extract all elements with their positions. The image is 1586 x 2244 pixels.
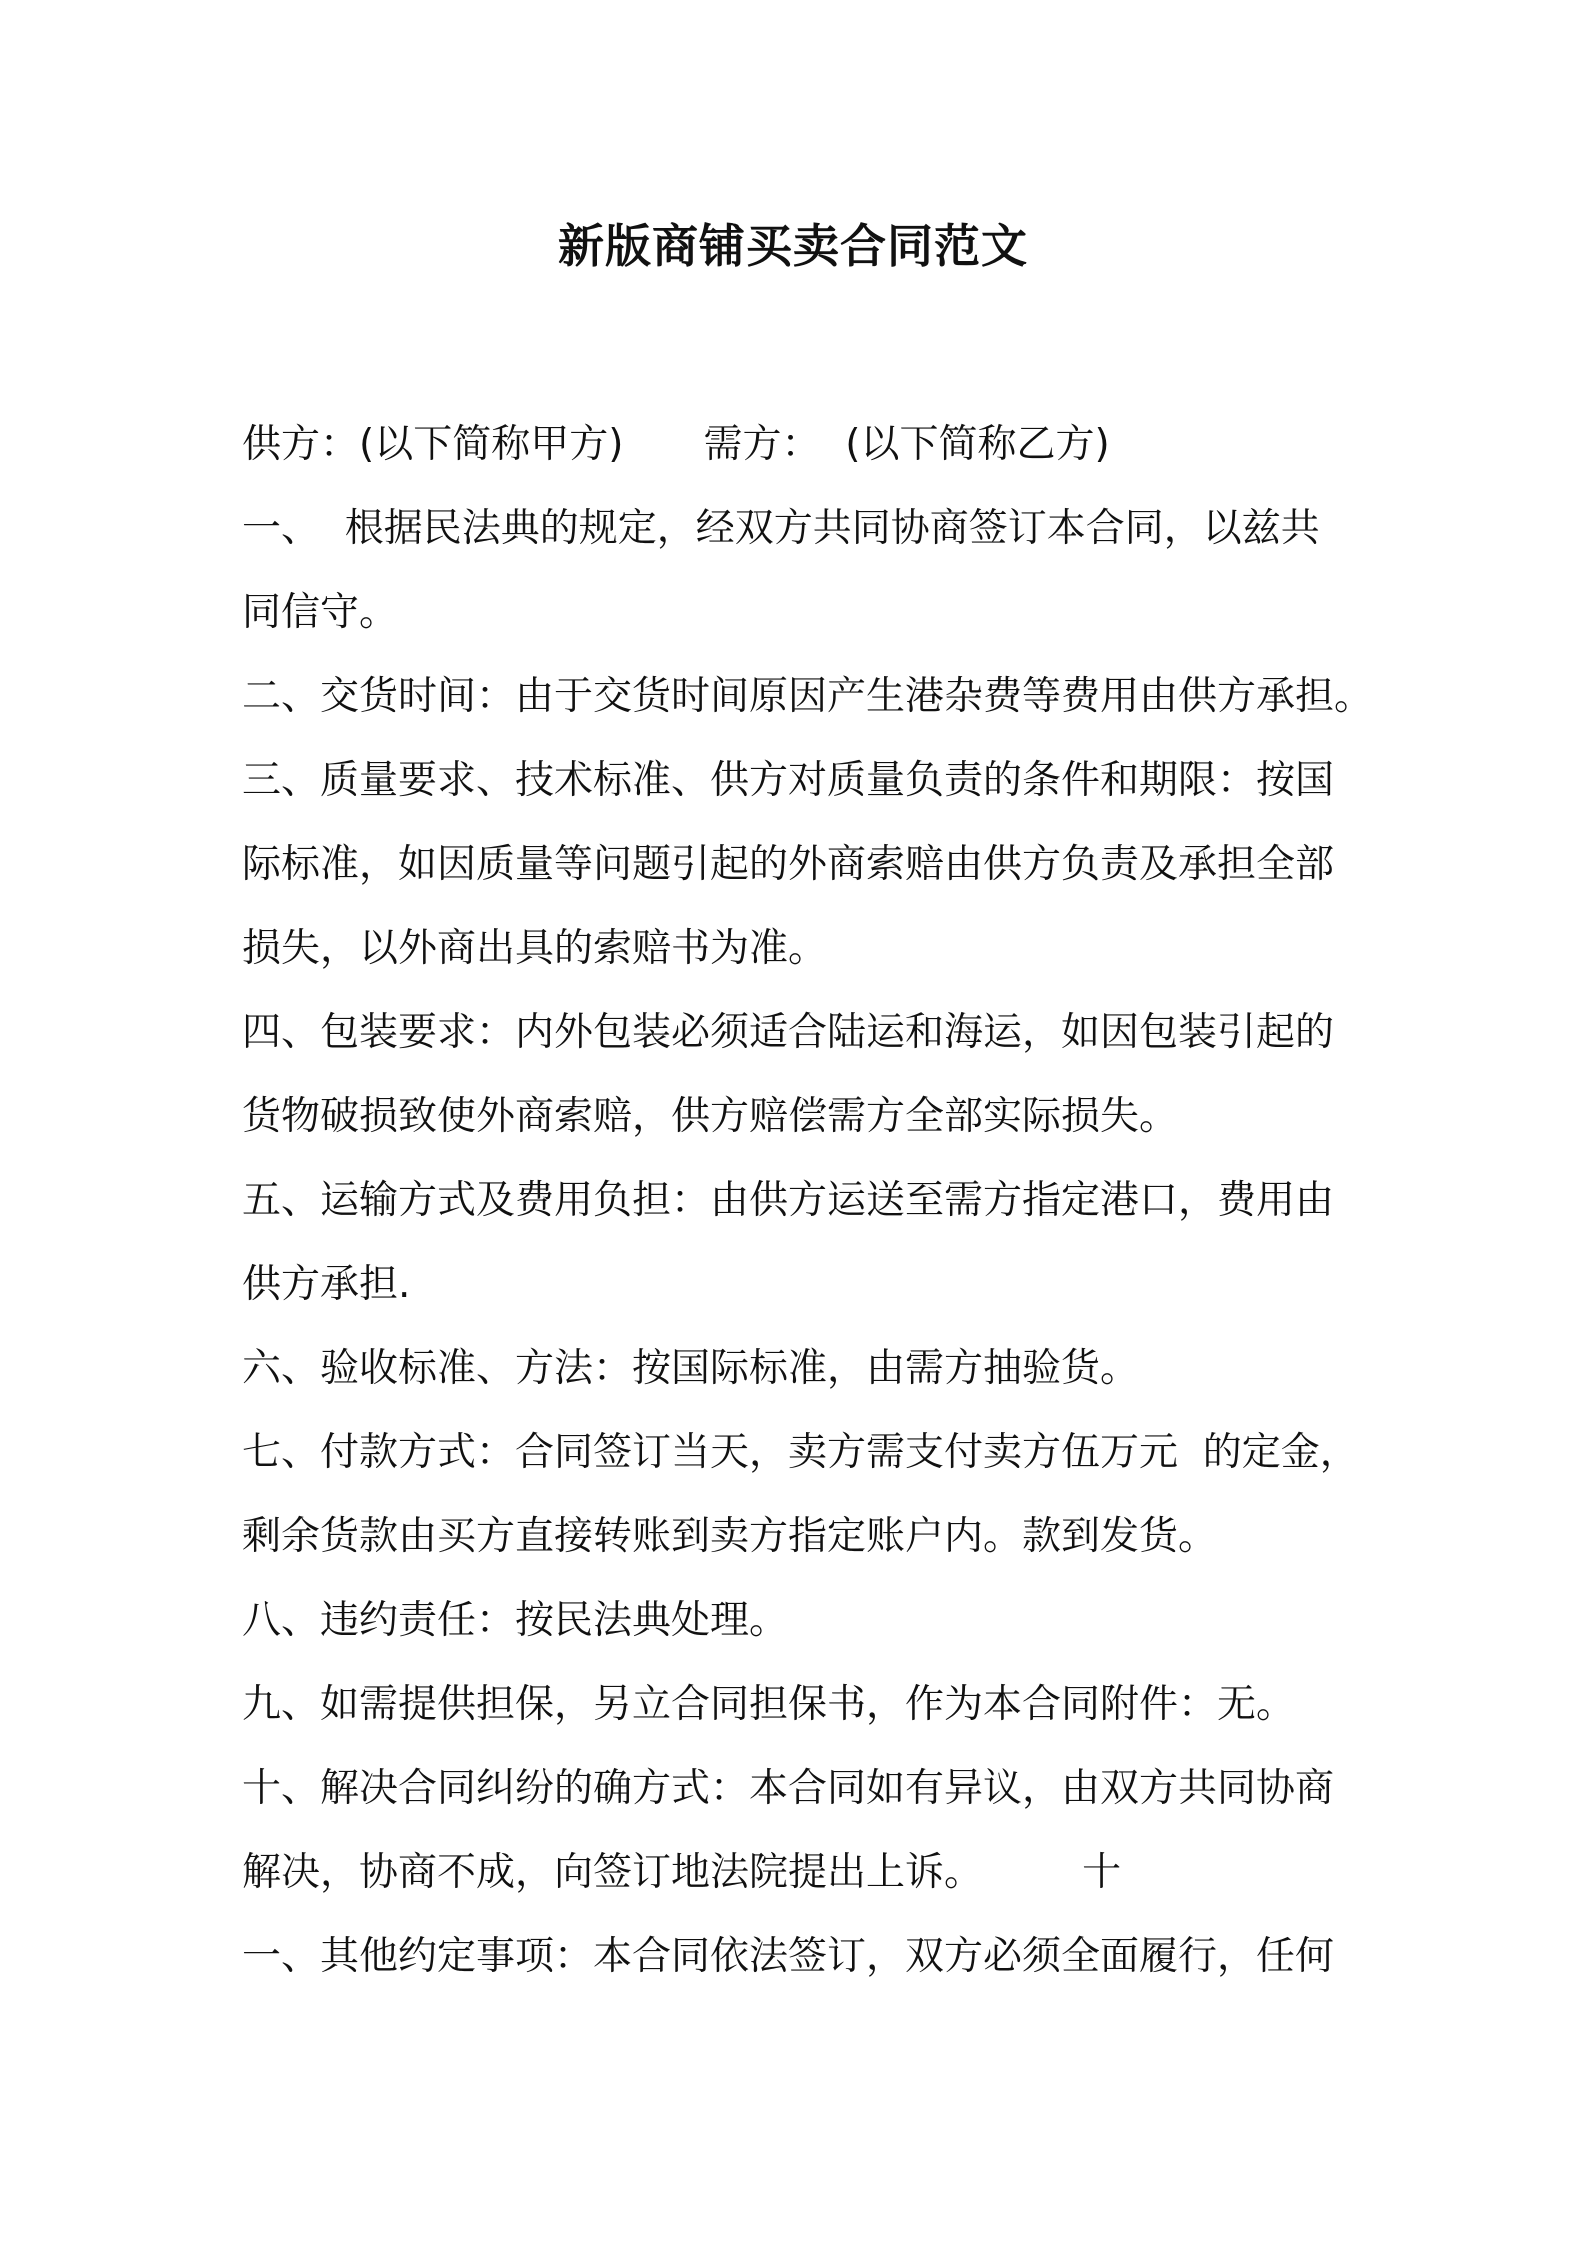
- document-title: 新版商铺买卖合同范文: [558, 219, 1028, 273]
- clause-line: 七、付款方式：合同签订当天，卖方需支付卖方伍万元 的定金，: [242, 1430, 1359, 1475]
- clause-line: 同信守。: [242, 590, 399, 635]
- clause-line: 损失，以外商出具的索赔书为准。: [242, 926, 828, 971]
- clause-line: 五、运输方式及费用负担：由供方运送至需方指定港口，费用由: [242, 1178, 1335, 1223]
- contract-body: [242, 403, 1392, 1999]
- parties-line: [242, 403, 1392, 487]
- clause-line: 解决，协商不成，向签订地法院提出上诉。 十: [242, 1850, 1122, 1895]
- clause-line: 货物破损致使外商索赔，供方赔偿需方全部实际损失。: [242, 1094, 1179, 1139]
- clause-line: 六、验收标准、方法：按国际标准，由需方抽验货。: [242, 1346, 1140, 1391]
- supplier-label: 供方：(以下简称甲方): [242, 422, 624, 467]
- clause-line: 际标准，如因质量等问题引起的外商索赔由供方负责及承担全部: [242, 842, 1335, 887]
- clause-line: 八、违约责任：按民法典处理。: [242, 1598, 789, 1643]
- clause-line: 二、交货时间：由于交货时间原因产生港杂费等费用由供方承担。: [242, 674, 1374, 719]
- clause-line: 三、质量要求、技术标准、供方对质量负责的条件和期限：按国: [242, 758, 1335, 803]
- buyer-label: 需方： (以下简称乙方): [703, 422, 1110, 467]
- clause-line: 四、包装要求：内外包装必须适合陆运和海运，如因包装引起的: [242, 1010, 1335, 1055]
- clause-line: 十、解决合同纠纷的确方式：本合同如有异议，由双方共同协商: [242, 1766, 1335, 1811]
- clause-line: 一、 根据民法典的规定，经双方共同协商签订本合同，以兹共: [242, 506, 1320, 551]
- clause-line: 九、如需提供担保，另立合同担保书，作为本合同附件：无。: [242, 1682, 1296, 1727]
- clause-line: 供方承担.: [242, 1262, 411, 1307]
- clause-line: 剩余货款由买方直接转账到卖方指定账户内。款到发货。: [242, 1514, 1218, 1559]
- clause-line: 一、其他约定事项：本合同依法签订，双方必须全面履行，任何: [242, 1934, 1335, 1979]
